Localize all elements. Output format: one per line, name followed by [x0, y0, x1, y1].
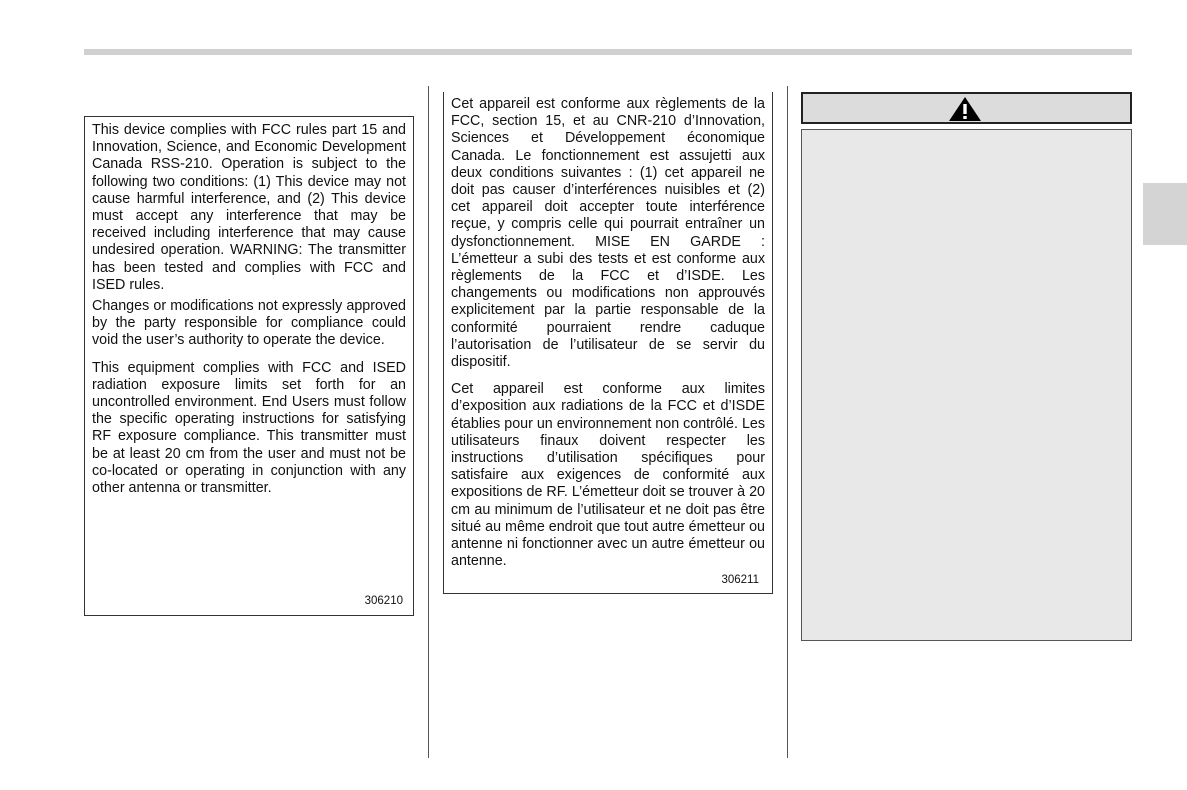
- header-rule: [84, 49, 1132, 55]
- column-divider-right: [787, 86, 788, 758]
- english-paragraph-2: Changes or modifications not expressly approved by the party responsible for compliance could void the user’s authority to operate the device.: [92, 298, 406, 349]
- column-divider-left: [428, 86, 429, 758]
- warning-triangle-icon: [948, 96, 982, 122]
- english-paragraph-3: This equipment complies with FCC and ISED radiation exposure limits set forth for an uncontrolled environment. End Users must follow the specific operating instructions for satisfying RF exposure compliance. This transmitter must be at least 20 cm from the user and must not be co-located or operating in conjunction with any other antenna or transmitter.: [92, 359, 406, 497]
- english-figure-code: 306210: [364, 595, 403, 607]
- french-paragraph-1: Cet appareil est conforme aux règlements de la FCC, section 15, et au CNR-210 d’Innovation, Sciences et Développement économique Canada. Le fonctionnement est assujetti aux deux conditions suivantes : (1) cet appareil ne doit pas causer d’interférences nuisibles et (2) cet appareil doit accepter toute interférence reçue, y compris celle qui pourrait entraîner un dysfonctionnement. MISE EN GARDE : L’émetteur a subi des tests et est conforme aux règlements de la FCC et d’ISDE. Les changements ou modifications non approuvés explicitement par la partie responsable de la conformité pourraient rendre caduque l’autorisation de l’utilisateur de se servir du dispositif.: [451, 96, 765, 371]
- english-paragraph-1: This device complies with FCC rules part 15 and Innovation, Science, and Economic Development Canada RSS-210. Operation is subject to the following two conditions: (1) This device may not cause harmful interference, and (2) This device must accept any interference that may be received including interference that may cause undesired operation. WARNING: The transmitter has been tested and complies with FCC and ISED rules.: [92, 122, 406, 293]
- french-compliance-notice: [443, 92, 773, 594]
- chapter-tab: [1143, 183, 1187, 245]
- warning-body: [801, 129, 1132, 641]
- french-figure-code: 306211: [721, 574, 759, 586]
- french-paragraph-2: Cet appareil est conforme aux limites d’exposition aux radiations de la FCC et d’ISDE établies pour un environnement non contrôlé. Les utilisateurs finaux doivent respecter les instructions d’utilisation spécifiques pour satisfaire aux exigences de conformité aux expositions de RF. L’émetteur doit se trouver à 20 cm au minimum de l’utilisateur et ne doit pas être situé au même endroit que tout autre émetteur ou antenne ni fonctionner avec un autre émetteur ou antenne.: [451, 381, 765, 570]
- warning-header: [801, 92, 1132, 124]
- english-compliance-notice: [84, 116, 414, 616]
